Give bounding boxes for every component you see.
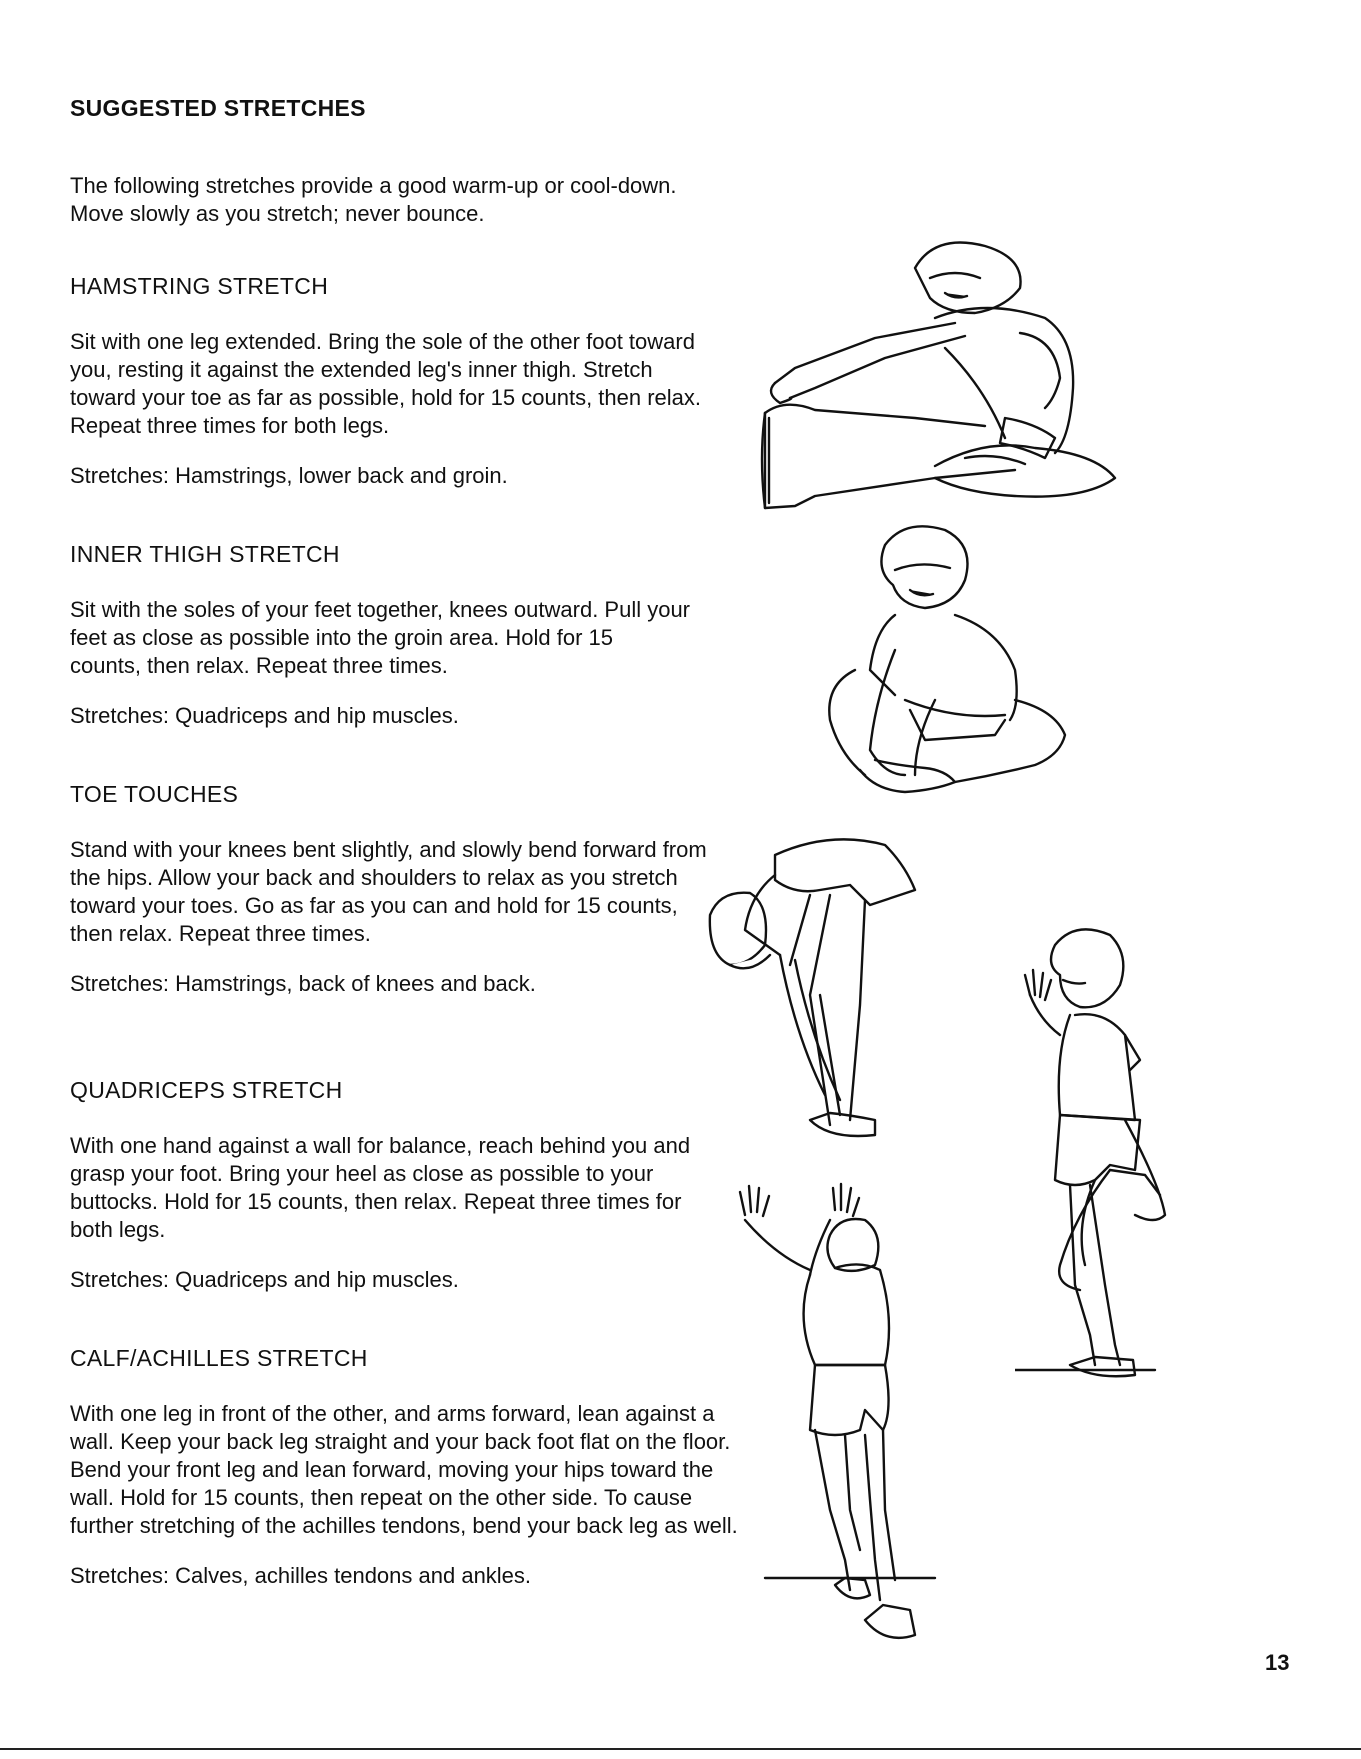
- section-heading: CALF/ACHILLES STRETCH: [70, 1345, 368, 1371]
- section-heading: HAMSTRING STRETCH: [70, 273, 329, 299]
- section-instructions: With one leg in front of the other, and arms forward, lean against a wall. Keep your back leg straight and your back foot flat on the floor. Bend your front leg and lean forward, moving your hips toward the wall. Hold for 15 counts, then repeat on the other side. To cause further stretching of the achilles tendons, bend your back leg as well.: [70, 1401, 738, 1538]
- intro-paragraph: The following stretches provide a good warm-up or cool-down. Move slowly as you stretch; never bounce.: [70, 173, 677, 226]
- section-heading: TOE TOUCHES: [70, 781, 239, 807]
- calf-achilles-stretch-illustration: [735, 1180, 1005, 1660]
- page-number: 13: [1265, 1650, 1290, 1675]
- section-hamstring-stretch: [70, 272, 710, 490]
- inner-thigh-stretch-illustration: [815, 520, 1075, 820]
- section-heading: INNER THIGH STRETCH: [70, 541, 340, 567]
- section-inner-thigh-stretch: [70, 540, 690, 730]
- section-stretches: Stretches: Quadriceps and hip muscles.: [70, 1267, 459, 1292]
- section-stretches: Stretches: Calves, achilles tendons and ankles.: [70, 1563, 532, 1588]
- section-instructions: With one hand against a wall for balance, reach behind you and grasp your foot. Bring your heel as close as possible to your buttocks. Hold for 15 counts, then relax. Repeat three times for both legs.: [70, 1133, 691, 1242]
- section-stretches: Stretches: Quadriceps and hip muscles.: [70, 703, 459, 728]
- section-stretches: Stretches: Hamstrings, lower back and groin.: [70, 463, 508, 488]
- page-title: SUGGESTED STRETCHES: [70, 95, 366, 121]
- section-heading: QUADRICEPS STRETCH: [70, 1077, 343, 1103]
- hamstring-stretch-illustration: [755, 238, 1155, 518]
- section-instructions: Stand with your knees bent slightly, and slowly bend forward from the hips. Allow your back and shoulders to relax as you stretch toward your toes. Go as far as you can and hold for 15 counts, then relax. Repeat three times.: [70, 837, 707, 946]
- quadriceps-stretch-illustration: [1015, 925, 1185, 1395]
- section-instructions: Sit with the soles of your feet together, knees outward. Pull your feet as close as possible into the groin area. Hold for 15 counts, then relax. Repeat three times.: [70, 597, 691, 678]
- section-quadriceps-stretch: [70, 1076, 710, 1294]
- section-toe-touches: [70, 780, 710, 998]
- section-calf-achilles-stretch: [70, 1344, 750, 1590]
- page-bottom-rule: [0, 1748, 1361, 1750]
- section-stretches: Stretches: Hamstrings, back of knees and back.: [70, 971, 536, 996]
- toe-touches-illustration: [700, 835, 970, 1155]
- section-instructions: Sit with one leg extended. Bring the sole of the other foot toward you, resting it against the extended leg's inner thigh. Stretch toward your toe as far as possible, hold for 15 counts, then relax. Repeat three times for both legs.: [70, 329, 702, 438]
